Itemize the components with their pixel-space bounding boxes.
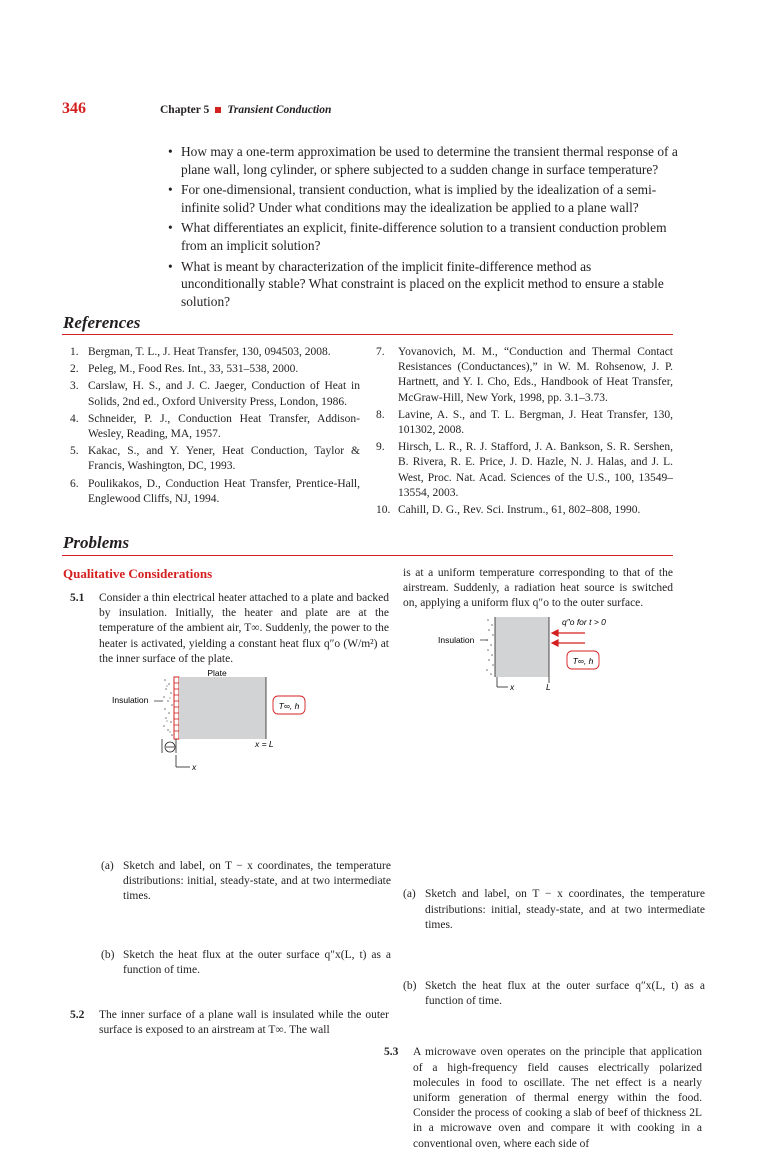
reference-item	[70, 412, 360, 442]
heater-strip	[174, 677, 179, 739]
insulation-layer	[486, 619, 494, 675]
problem-number: 5.1	[70, 592, 85, 604]
ref-text: Kakac, S., and Y. Yener, Heat Conduction, Taylor & Francis, Washington, DC, 1993.	[88, 445, 360, 473]
problem-5-2-part-a	[403, 887, 705, 933]
reference-item	[70, 444, 360, 474]
problem-text: The inner surface of a plane wall is insulated while the outer surface is exposed to an airstream at T∞. The wall	[99, 1009, 389, 1037]
x-axis-label: x	[192, 762, 197, 772]
reference-item	[70, 362, 360, 377]
references-rule	[62, 334, 673, 335]
reference-item	[70, 477, 360, 507]
part-text: Sketch and label, on T − x coordinates, the temperature distributions: initial, steady-state, and at two intermediate times.	[123, 860, 391, 903]
problem-number: 5.2	[70, 1009, 85, 1022]
reference-item	[376, 440, 673, 501]
problems-rule	[62, 555, 673, 556]
references-left-list	[70, 345, 360, 509]
flux-label: q″o for t > 0	[562, 617, 606, 627]
figure-5-1	[110, 665, 330, 775]
problem-5-2-part-b	[403, 979, 705, 1009]
plate	[179, 677, 266, 739]
flux-arrows-icon	[552, 630, 585, 646]
x-axis-label: x	[510, 682, 515, 692]
part-label: (b)	[101, 948, 115, 961]
ref-text: Carslaw, H. S., and J. C. Jaeger, Conduction of Heat in Solids, 2nd ed., Oxford University Press, London, 1986.	[88, 380, 360, 408]
fluid-label: T∞, h	[278, 701, 300, 711]
ref-number: 5.	[70, 445, 79, 458]
ref-number: 3.	[70, 380, 79, 393]
wall	[495, 617, 549, 677]
ref-number: 8.	[376, 408, 385, 421]
ref-text: Poulikakos, D., Conduction Heat Transfer, Prentice-Hall, Englewood Cliffs, NJ, 1994.	[88, 477, 360, 505]
problem-text: A microwave oven operates on the principle that application of a high-frequency field causes electrically polarized molecules in food to oscillate. The net effect is a nearly uniform generation of thermal energy within the food. Consider the process of cooking a slab of beef of thickness 2L in a microwave oven and compare it with cooking in a conventional oven, where each side of	[413, 1046, 702, 1150]
x-equals-L-label: x = L	[255, 739, 274, 749]
part-label: (b)	[403, 980, 417, 993]
ref-text: Hirsch, L. R., R. J. Stafford, J. A. Bankson, S. R. Sershen, B. Rivera, R. E. Price, J. D. Hazle, N. J. Halas, and J. L. West, Proc. Nat. Acad. Sciences of the U.S., 100, 13549–13554, 2003.	[398, 441, 673, 499]
ref-number: 7.	[376, 346, 385, 358]
figure-5-2	[430, 612, 650, 694]
problem-5-2-continued: is at a uniform temperature corresponding to that of the airstream. Suddenly, a radiation heat source is switched on, applying a uniform flux q″o to the outer surface.	[403, 567, 673, 610]
question-item: • For one-dimensional, transient conduction, what is implied by the idealization of a semi-infinite solid? Under what conditions may the idealization be applied to a plane wall?	[166, 181, 678, 216]
problem-5-1-part-a	[101, 859, 391, 905]
ref-number: 6.	[70, 477, 79, 490]
ref-number: 4.	[70, 412, 79, 425]
qualitative-subsection-title: Qualitative Considerations	[63, 566, 213, 581]
page-number: 346	[62, 100, 86, 117]
reference-item	[376, 345, 673, 406]
reference-item	[70, 379, 360, 409]
insulation-layer	[163, 677, 173, 739]
insulation-label: Insulation	[438, 635, 475, 645]
part-text: Sketch the heat flux at the outer surface q″x(L, t) as a function of time.	[425, 980, 705, 1008]
chapter-title: Transient Conduction	[227, 104, 332, 116]
problem-5-2	[70, 1008, 389, 1038]
ref-text: Cahill, D. G., Rev. Sci. Instrum., 61, 802–808, 1990.	[398, 504, 641, 517]
problem-5-3	[384, 1045, 702, 1151]
L-label: L	[546, 682, 551, 692]
ref-text: Schneider, P. J., Conduction Heat Transfer, Addison-Wesley, Reading, MA, 1957.	[88, 412, 360, 441]
insulation-label: Insulation	[112, 695, 149, 705]
running-header	[160, 104, 331, 116]
chapter-label: Chapter 5	[160, 104, 210, 116]
part-text: Sketch and label, on T − x coordinates, the temperature distributions: initial, steady-state, and at two intermediate times.	[425, 888, 705, 931]
fluid-label: T∞, h	[572, 656, 594, 666]
references-heading: References	[63, 313, 141, 332]
problems-heading: Problems	[63, 533, 130, 552]
references-right-list	[376, 345, 673, 520]
plate-label: Plate	[207, 668, 227, 678]
ref-number: 2.	[70, 363, 79, 376]
question-item: • What is meant by characterization of the implicit finite-difference method as unconditionally stable? What constraint is placed on the explicit method to ensure a stable solution?	[166, 258, 678, 311]
question-item: • What differentiates an explicit, finite-difference solution to a transient conduction problem from an implicit solution?	[166, 219, 678, 254]
part-text: Sketch the heat flux at the outer surface q″x(L, t) as a function of time.	[123, 948, 391, 976]
problem-5-1-part-b	[101, 948, 391, 978]
problem-text: Consider a thin electrical heater attached to a plate and backed by insulation. Initially, the heater and plate are at the temperature of the ambient air, T∞. Suddenly, the power to the heater is activated, yielding a constant heat flux q″o (W/m²) at the inner surface of the plate.	[99, 592, 389, 665]
problem-number: 5.3	[384, 1046, 399, 1059]
header-square-icon	[215, 107, 221, 113]
part-label: (a)	[403, 888, 416, 901]
ref-number: 10.	[376, 504, 391, 517]
ref-text: Bergman, T. L., J. Heat Transfer, 130, 094503, 2008.	[88, 346, 331, 358]
review-questions	[166, 143, 678, 313]
question-item: • How may a one-term approximation be used to determine the transient thermal response of a plane wall, long cylinder, or sphere subjected to a sudden change in surface temperature?	[166, 143, 678, 178]
ref-number: 9.	[376, 441, 385, 454]
ref-text: Peleg, M., Food Res. Int., 33, 531–538, 2000.	[88, 363, 299, 376]
reference-item	[376, 408, 673, 438]
ref-text: Lavine, A. S., and T. L. Bergman, J. Heat Transfer, 130, 101302, 2008.	[398, 408, 673, 437]
reference-item	[70, 345, 360, 360]
reference-item	[376, 503, 673, 518]
ref-text: Yovanovich, M. M., “Conduction and Thermal Contact Resistances (Conductances),” in W. M. Rohsenow, J. P. Hartnett, and Y. I. Cho, Eds., Handbook of Heat Transfer, McGraw-Hill, New York, 1998, pp. 3.1–3.73.	[398, 346, 673, 404]
part-label: (a)	[101, 860, 114, 873]
problem-5-1	[70, 591, 389, 667]
ref-number: 1.	[70, 346, 79, 358]
